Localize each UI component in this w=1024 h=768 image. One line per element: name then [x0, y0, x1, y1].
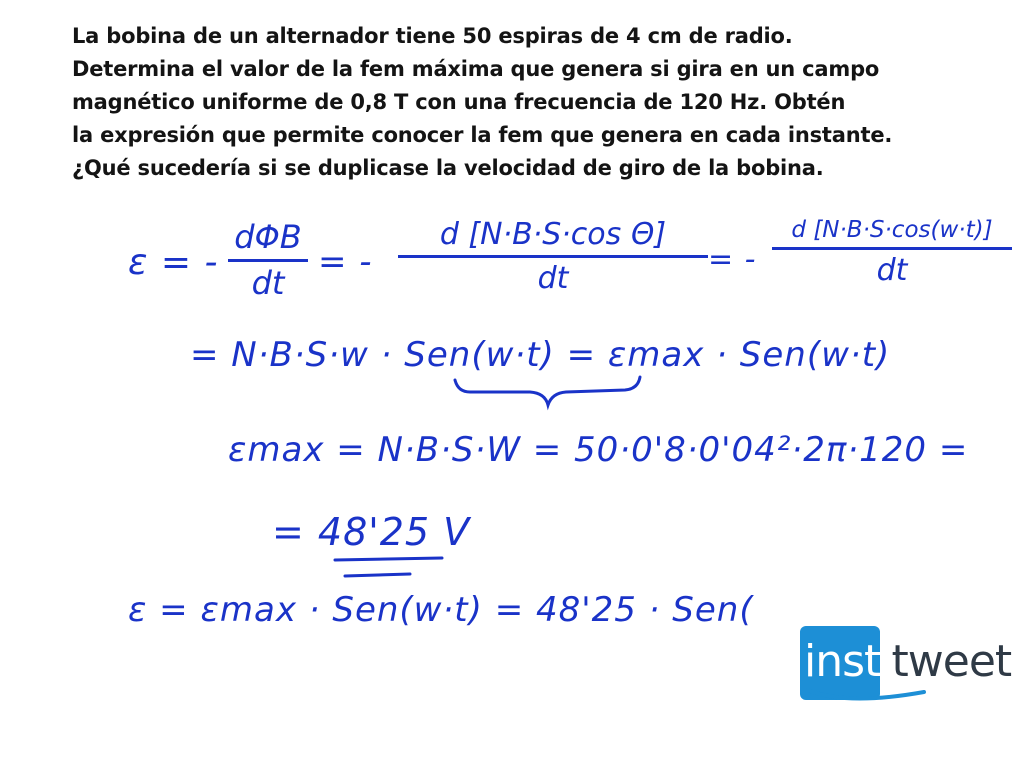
underbrace-mark	[455, 377, 640, 405]
result-underline-second	[345, 574, 410, 576]
result-underline	[335, 558, 442, 560]
fraction-numerator: d [N·B·S·cos(w·t)]	[791, 217, 993, 243]
equals-minus: = -	[708, 242, 757, 277]
emf-final-line: ε = εmax · Sen(w·t) = 48'25 · Sen(	[128, 590, 754, 630]
problem-line: ¿Qué sucedería si se duplicase la velocidad de giro de la bobina.	[72, 156, 824, 180]
emf-lhs: ε = -	[128, 242, 219, 283]
problem-line: La bobina de un alternador tiene 50 espiras de 4 cm de radio.	[72, 24, 793, 48]
logo-swoosh	[806, 686, 926, 706]
equals-minus: = -	[318, 242, 373, 282]
fraction-denominator: dt	[251, 264, 285, 303]
emax-result-line: = 48'25 V	[272, 510, 471, 554]
logo-text-insti: insti	[804, 636, 892, 687]
logo-text-tweet: tweet	[891, 636, 1012, 687]
problem-line: Determina el valor de la fem máxima que genera si gira en un campo	[72, 57, 880, 81]
problem-line: magnético uniforme de 0,8 T con una frecuencia de 120 Hz. Obtén	[72, 90, 846, 114]
fraction-denominator: dt	[876, 253, 908, 289]
emf-expression-line: = N·B·S·w · Sen(w·t) = εmax · Sen(w·t)	[190, 335, 891, 375]
logo-wordmark	[804, 636, 1011, 688]
institweet-logo	[800, 626, 1015, 706]
fraction-numerator: d [N·B·S·cos Θ]	[439, 217, 667, 252]
fraction-denominator: dt	[537, 261, 569, 296]
fraction-numerator: dΦB	[234, 218, 302, 256]
emax-calculation-line: εmax = N·B·S·W = 50·0'8·0'04²·2π·120 =	[228, 430, 969, 470]
problem-line: la expresión que permite conocer la fem que genera en cada instante.	[72, 123, 893, 147]
